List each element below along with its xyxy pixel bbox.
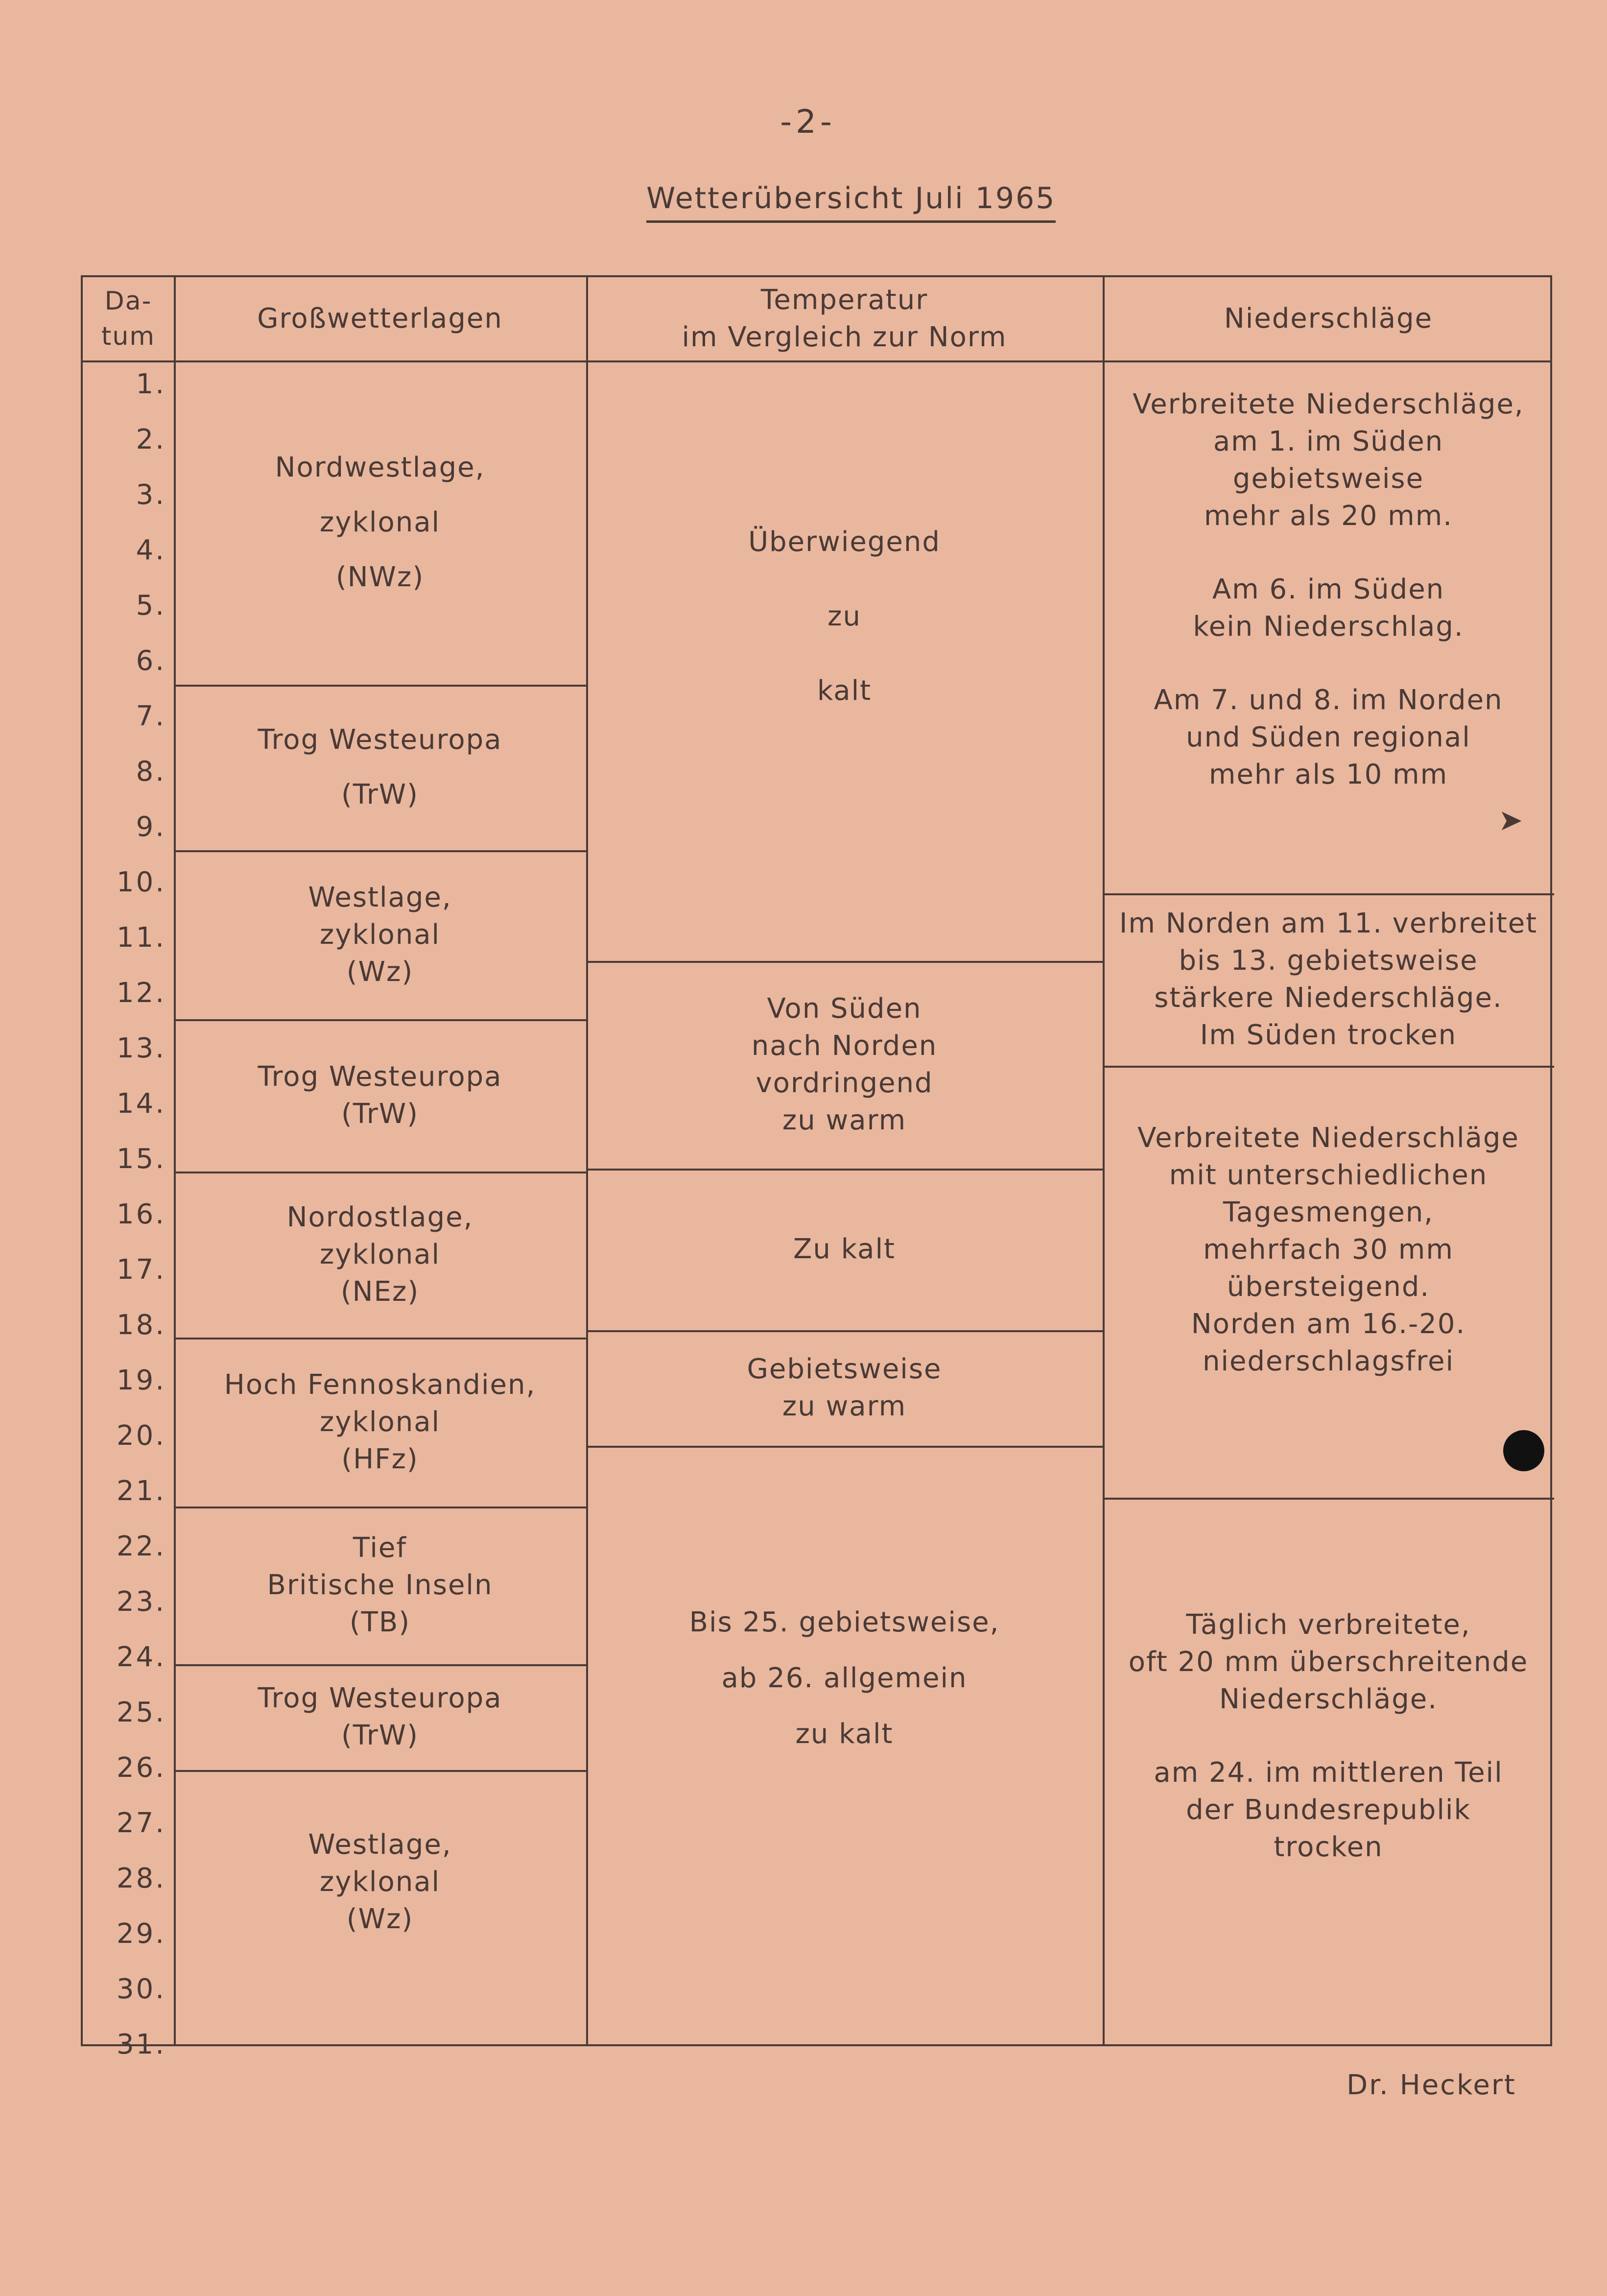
cell-text: Im Norden am 11. verbreitet [1119,908,1538,939]
signature: Dr. Heckert [1347,2069,1516,2101]
grosswetterlage-cell [174,850,586,1019]
cell-paragraph [1154,1754,1503,1866]
header-niederschlaege-label: Niederschläge [1224,303,1433,335]
day-number: 3. [136,479,166,511]
day-number: 25. [116,1697,166,1728]
grosswetterlage-cell [174,1019,586,1172]
cell-text: Trog Westeuropa [258,1682,502,1714]
day-number: 7. [136,700,166,732]
cell-text: kalt [817,675,872,707]
cell-text: der Bundesrepublik [1186,1794,1471,1826]
cell-text: mehrfach 30 mm [1203,1234,1454,1266]
cell-text: zu [827,600,861,632]
day-number: 16. [116,1198,166,1230]
day-number: 21. [116,1475,166,1507]
day-number: 9. [136,811,166,843]
day-number: 8. [136,756,166,788]
page-number: -2- [780,103,836,141]
cell-text: Verbreitete Niederschläge, [1133,388,1524,420]
day-number: 11. [116,922,166,954]
temperatur-cell [586,360,1103,961]
cell-text: zyklonal [319,1406,441,1438]
grosswetterlage-cell [174,360,586,685]
day-number: 17. [116,1254,166,1286]
cell-text: Gebietsweise [747,1353,942,1385]
grosswetterlage-cell [174,1338,586,1507]
cell-text: oft 20 mm überschreitende [1128,1646,1529,1678]
cell-paragraph [1193,571,1464,646]
cell-text: mehr als 10 mm [1208,759,1448,790]
header-datum [83,277,174,360]
pencil-mark: ➤ [1498,803,1523,837]
cell-text: zu kalt [795,1718,894,1750]
cell-text: Westlage, [308,881,452,913]
day-number: 28. [116,1863,166,1894]
cell-paragraph [1133,386,1524,535]
day-number: 4. [136,534,166,566]
cell-text: am 24. im mittleren Teil [1154,1757,1503,1789]
cell-text: zu warm [782,1390,907,1422]
grosswetterlage-cell [174,1770,586,2048]
cell-text: zyklonal [319,1238,441,1270]
niederschlag-cell [1103,1066,1554,1498]
cell-text: (TrW) [341,1720,419,1751]
day-number: 20. [116,1420,166,1452]
temperatur-cell [586,1446,1103,2048]
day-number: 5. [136,590,166,622]
cell-text: Hoch Fennoskandien, [224,1368,536,1401]
header-datum-line-2: tum [101,322,155,351]
day-number: 27. [116,1807,166,1839]
cell-text: Von Süden [767,993,922,1025]
cell-text: zyklonal [319,506,441,538]
temperatur-cell [586,1169,1103,1330]
punch-hole [1503,1430,1544,1471]
day-number: 6. [136,645,166,677]
temperatur-cell [586,1330,1103,1446]
cell-paragraph [1137,1120,1519,1380]
day-number: 12. [116,977,166,1009]
header-temperatur-line-2: im Vergleich zur Norm [682,321,1007,353]
day-number: 30. [116,1973,166,2005]
cell-paragraph [1129,1606,1528,1718]
grosswetterlage-cell [174,1664,586,1770]
header-temperatur [586,277,1103,360]
cell-text: mit unterschiedlichen [1169,1159,1488,1191]
cell-text: Zu kalt [793,1233,896,1265]
cell-text: bis 13. gebietsweise [1179,945,1478,977]
day-number: 13. [116,1032,166,1064]
cell-text: niederschlagsfrei [1202,1345,1455,1377]
cell-text: Verbreitete Niederschläge [1137,1122,1519,1154]
header-grosswetterlagen-label: Großwetterlagen [257,303,503,335]
cell-text: (HFz) [341,1443,419,1475]
cell-text: (NWz) [335,561,425,593]
temperatur-cell [586,961,1103,1169]
header-temperatur-line-1: Temperatur [760,284,928,316]
cell-text: (TrW) [341,779,419,811]
weather-table [81,275,1552,2060]
cell-paragraph [1119,905,1537,1054]
day-number: 29. [116,1918,166,1950]
day-number: 14. [116,1088,166,1120]
day-number: 1. [136,368,166,400]
day-number: 15. [116,1143,166,1175]
day-number: 18. [116,1309,166,1341]
cell-text: Im Süden trocken [1200,1019,1457,1051]
header-grosswetterlagen [174,277,586,360]
cell-text: Trog Westeuropa [258,1060,502,1093]
cell-text: vordringend [756,1067,933,1099]
cell-text: gebietsweise [1232,463,1424,495]
day-number: 31. [116,2029,166,2060]
cell-text: Überwiegend [748,526,941,558]
grosswetterlage-cell [174,1507,586,1664]
cell-text: Norden am 16.-20. [1191,1308,1466,1340]
cell-text: mehr als 20 mm. [1204,500,1453,532]
cell-text: stärkere Niederschläge. [1154,982,1503,1014]
cell-text: ab 26. allgemein [721,1662,968,1694]
day-number: 26. [116,1752,166,1784]
cell-text: Westlage, [308,1829,452,1861]
cell-text: am 1. im Süden [1213,426,1444,457]
header-datum-line-1: Da- [104,287,152,316]
cell-text: und Süden regional [1186,721,1471,753]
cell-text: Bis 25. gebietsweise, [689,1606,1000,1638]
cell-text: trocken [1274,1831,1383,1863]
cell-text: kein Niederschlag. [1193,611,1464,643]
cell-text: nach Norden [751,1030,938,1062]
day-number: 24. [116,1641,166,1673]
grosswetterlage-cell [174,1172,586,1338]
cell-text: Nordwestlage, [275,452,485,483]
cell-text: Nordostlage, [286,1201,473,1233]
cell-text: Trog Westeuropa [258,724,502,756]
page-title: Wetterübersicht Juli 1965 [646,181,1056,223]
cell-text: Tagesmengen, [1223,1196,1434,1228]
niederschlag-cell [1103,360,1554,893]
cell-text: Am 6. im Süden [1212,574,1445,605]
cell-text: (NEz) [340,1275,420,1308]
cell-text: Tief [353,1532,407,1564]
cell-text: Niederschläge. [1219,1683,1438,1715]
day-number: 23. [116,1586,166,1618]
day-number: 19. [116,1364,166,1396]
cell-paragraph [1154,682,1503,793]
cell-text: zu warm [782,1104,907,1136]
cell-text: (TrW) [341,1098,419,1130]
cell-text: (TB) [349,1606,411,1638]
header-niederschlaege [1103,277,1554,360]
cell-text: (Wz) [346,1903,414,1935]
cell-text: übersteigend. [1227,1271,1430,1303]
cell-text: Britische Inseln [267,1569,493,1601]
cell-text: Täglich verbreitete, [1186,1609,1471,1641]
cell-text: (Wz) [346,956,414,988]
cell-text: zyklonal [319,1866,441,1898]
niederschlag-cell [1103,893,1554,1066]
grosswetterlage-cell [174,685,586,850]
cell-text: Am 7. und 8. im Norden [1154,684,1503,716]
day-number: 2. [136,424,166,455]
day-number: 22. [116,1531,166,1562]
day-number: 10. [116,866,166,898]
cell-text: zyklonal [319,918,441,951]
niederschlag-cell [1103,1498,1554,2048]
